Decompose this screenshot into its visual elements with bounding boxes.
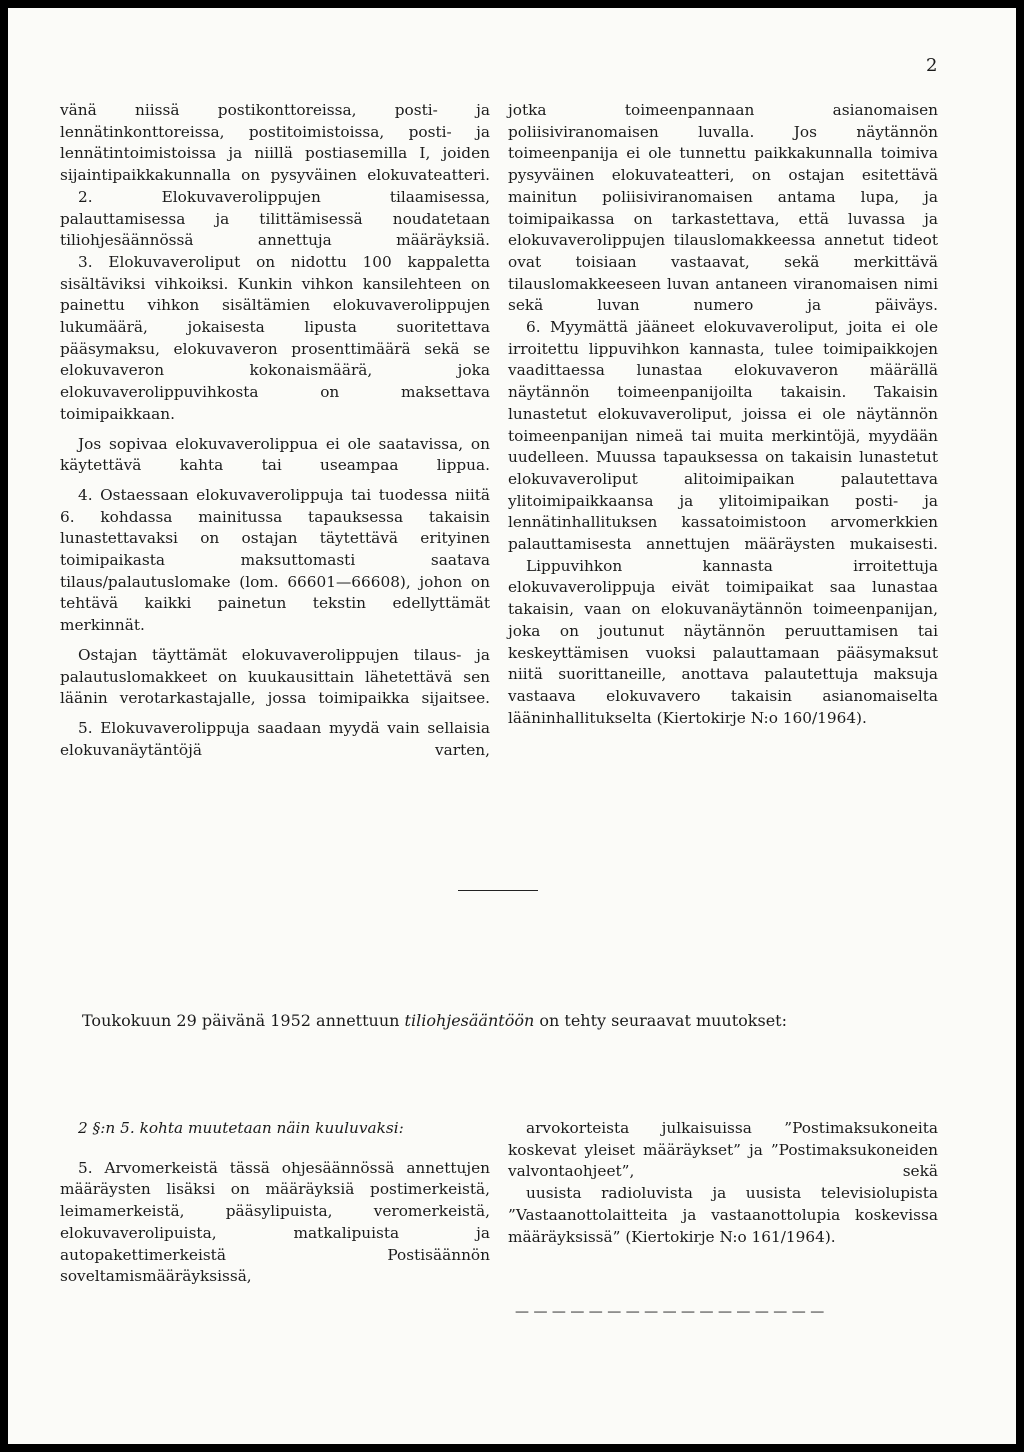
paragraph: Ostajan täyttämät elokuvaverolippujen tilaus- ja palautuslomakkeet on kuukausittain lähetettävä sen läänin verotarkastajalle, jossa toimipaikka sijaitsee. (60, 645, 490, 708)
left-column (60, 100, 490, 761)
paragraph: 6. Myymättä jääneet elokuvaveroliput, joita ei ole irroitettu lippuvihkon kannasta, tulee toimipaikkojen vaadittaessa lunastaa elokuvaveron määrällä näytännön toimeenpanijoilta takaisin. Takaisin lunastetut elokuvaveroliput, joissa ei ole näytännön toimeenpanijan nimeä tai muita merkintöjä, myydään uudelleen. Muussa tapauksessa on takaisin lunastetut elokuvaveroliput alitoimipaikan palautettava ylitoimipaikkaansa ja ylitoimipaikan posti- ja lennätinhallituksen kassatoimistoon arvomerkkien palauttamisesta annettujen määräysten mukaisesti. (508, 318, 938, 554)
paragraph: uusista radioluvista ja uusista televisiolupista ”Vastaanottolaitteita ja vastaanottolupia koskevissa määräyksissä” (Kiertokirje N:o 161/1964). (508, 1184, 938, 1246)
intro-text-start: Toukokuun 29 päivänä 1952 annettuun (82, 1011, 405, 1030)
paragraph: 4. Ostaessaan elokuvaverolippuja tai tuodessa niitä 6. kohdassa mainitussa tapauksessa takaisin lunastettavaksi on ostajan täytettävä erityinen toimipaikasta maksuttomasti saatava tilaus/palautuslomake (lom. 66601—66608), johon on tehtävä kaikki painetun tekstin edellyttämät merkinnät. (60, 485, 490, 635)
intro-emphasis: tiliohjesääntöön (404, 1011, 535, 1030)
paragraph: Lippuvihkon kannasta irroitettuja elokuvaverolippuja eivät toimipaikat saa lunastaa takaisin, vaan on elokuvanäytännön toimeenpanijan, joka on joutunut näytännön peruuttamisen tai keskeyttämisen vuoksi palauttamaan pääsymaksut niitä suorittaneille, anottava palautettuja maksuja vastaava elokuvavero takaisin asianomaiselta lääninhallitukselta (Kiertokirje N:o 160/1964). (508, 556, 938, 727)
section-divider (458, 890, 538, 891)
end-dashes: — — — — — — — — — — — — — — — — — (515, 1304, 825, 1316)
paragraph: vänä niissä postikonttoreissa, posti- ja lennätinkonttoreissa, postitoimistoissa, posti- ja lennätintoimistoissa ja niillä postiasemilla I, joiden sijaintipaikkakunnalla on pysyväinen elokuvateatteri. (60, 101, 490, 185)
paragraph: 5. Elokuvaverolippuja saadaan myydä vain sellaisia elokuvanäytäntöjä varten, (60, 718, 490, 759)
intro-text-end: on tehty seuraavat muutokset: (534, 1011, 787, 1030)
paragraph: Jos sopivaa elokuvaverolippua ei ole saatavissa, on käytettävä kahta tai useampaa lippua. (60, 434, 490, 475)
paragraph: arvokorteista julkaisuissa ”Postimaksukoneita koskevat yleiset määräykset” ja ”Postimaksukoneiden valvontaohjeet”, sekä (508, 1119, 938, 1181)
amendment-left-column (60, 1118, 490, 1288)
paragraph: 3. Elokuvaveroliput on nidottu 100 kappaletta sisältäviksi vihkoiksi. Kunkin vihkon kansilehteen on painettu vihkon sisältämien elokuvaverolippujen lukumäärä, jokaisesta lipusta suoritettava pääsymaksu, elokuvaveron prosenttimäärä sekä se elokuvaveron kokonaismäärä, joka elokuvaverolippuvihkosta on maksettava toimipaikkaan. (60, 252, 490, 423)
paragraph: jotka toimeenpannaan asianomaisen poliisiviranomaisen luvalla. Jos näytännön toimeenpanija ei ole tunnettu paikkakunnalla toimiva pysyväinen elokuvateatteri, on ostajan esitettävä mainitun poliisiviranomaisen antama lupa, ja toimipaikassa on tarkastettava, että luvassa ja elokuvaverolippujen tilauslomakkeessa annetut tideot ovat toisiaan vastaavat, sekä merkittävä tilauslomakkeeseen luvan antaneen viranomaisen nimi sekä luvan numero ja päiväys. (508, 101, 938, 315)
page-number: 2 (926, 55, 938, 76)
document-page (8, 8, 1016, 1444)
paragraph: 5. Arvomerkeistä tässä ohjesäännössä annettujen määräysten lisäksi on määräyksiä postimerkeistä, leimamerkeistä, pääsylipuista, veromerkeistä, elokuvaverolipuista, matkalipuista ja autopakettimerkeistä Postisäännön soveltamismääräyksissä, (60, 1158, 490, 1286)
amendment-intro (60, 1009, 940, 1033)
paragraph: 2. Elokuvaverolippujen tilaamisessa, palauttamisessa ja tilittämisessä noudatetaan tiliohjesäännössä annettuja määräyksiä. (60, 187, 490, 250)
right-column (508, 100, 938, 729)
amendment-right-column (508, 1118, 938, 1248)
amendment-heading: 2 §:n 5. kohta muutetaan näin kuuluvaksi: (78, 1119, 404, 1137)
